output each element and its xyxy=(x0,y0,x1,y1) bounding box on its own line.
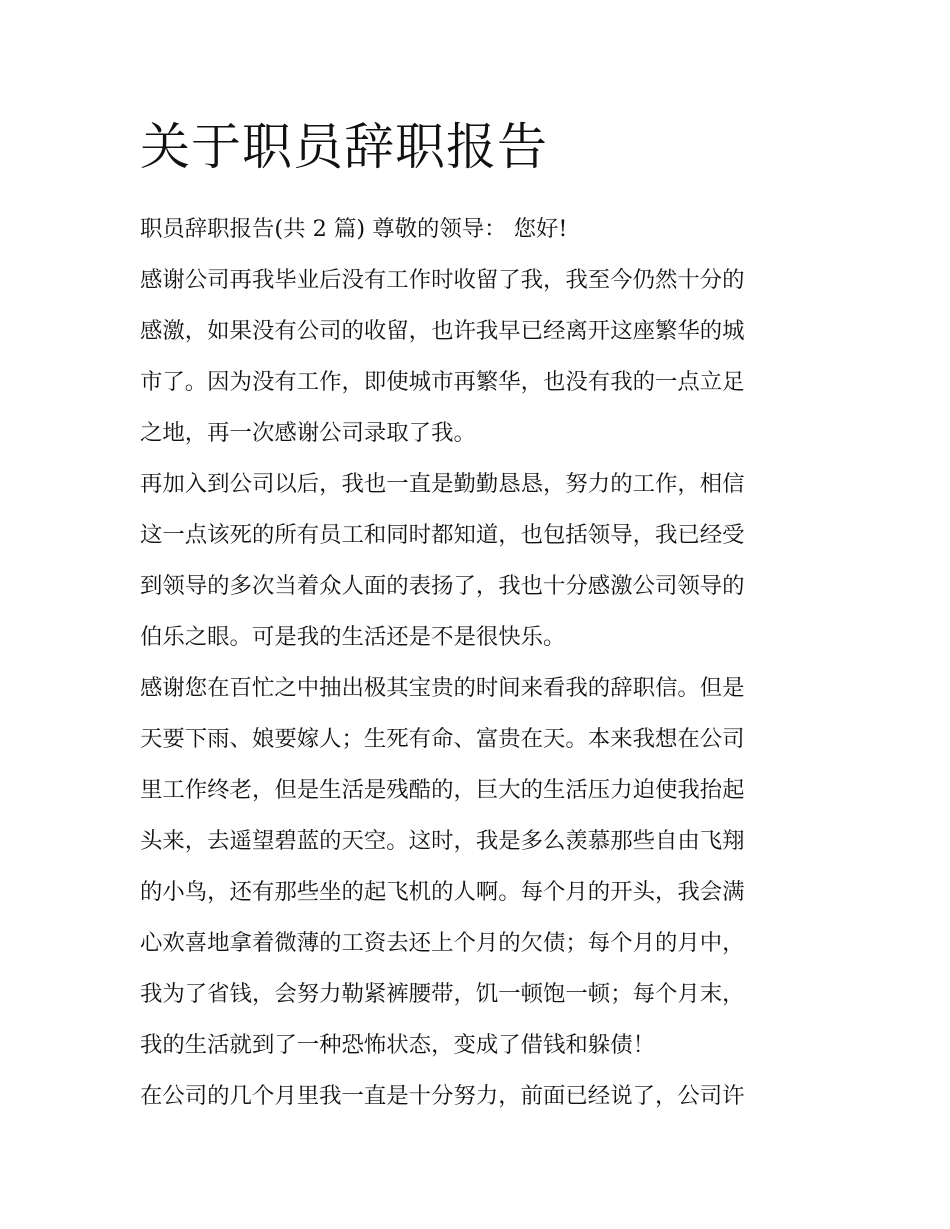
text-line: 心欢喜地拿着微薄的工资去还上个月的欠债；每个月的月中， xyxy=(140,930,745,956)
text-line: 的小鸟，还有那些坐的起飞机的人啊。每个月的开头，我会满 xyxy=(140,879,745,905)
document-page xyxy=(140,112,812,1122)
text-line: 职员辞职报告(共 2 篇) 尊敬的领导： 您好! xyxy=(140,216,568,242)
text-line: 市了。因为没有工作，即使城市再繁华，也没有我的一点立足 xyxy=(140,369,745,395)
text-line: 之地，再一次感谢公司录取了我。 xyxy=(140,420,476,446)
text-line: 这一点该死的所有员工和同时都知道，也包括领导，我已经受 xyxy=(140,522,745,548)
text-line: 在公司的几个月里我一直是十分努力，前面已经说了，公司许 xyxy=(140,1083,745,1109)
document-title: 关于职员辞职报告 xyxy=(140,118,548,176)
text-line: 头来，去遥望碧蓝的天空。这时，我是多么羡慕那些自由飞翔 xyxy=(140,828,745,854)
document-body xyxy=(140,204,812,1122)
text-line: 再加入到公司以后，我也一直是勤勤恳恳，努力的工作，相信 xyxy=(140,471,745,497)
text-line: 里工作终老，但是生活是残酷的，巨大的生活压力迫使我抬起 xyxy=(140,777,745,803)
text-line: 感谢您在百忙之中抽出极其宝贵的时间来看我的辞职信。但是 xyxy=(140,675,745,701)
text-line: 我为了省钱，会努力勒紧裤腰带，饥一顿饱一顿；每个月末， xyxy=(140,981,745,1007)
text-line: 感谢公司再我毕业后没有工作时收留了我，我至今仍然十分的 xyxy=(140,267,745,293)
text-line: 感激，如果没有公司的收留，也许我早已经离开这座繁华的城 xyxy=(140,318,745,344)
text-line: 我的生活就到了一种恐怖状态，变成了借钱和躲债！ xyxy=(140,1032,655,1058)
text-line: 伯乐之眼。可是我的生活还是不是很快乐。 xyxy=(140,624,566,650)
text-line: 到领导的多次当着众人面的表扬了，我也十分感激公司领导的 xyxy=(140,573,745,599)
text-line: 天要下雨、娘要嫁人；生死有命、富贵在天。本来我想在公司 xyxy=(140,726,745,752)
